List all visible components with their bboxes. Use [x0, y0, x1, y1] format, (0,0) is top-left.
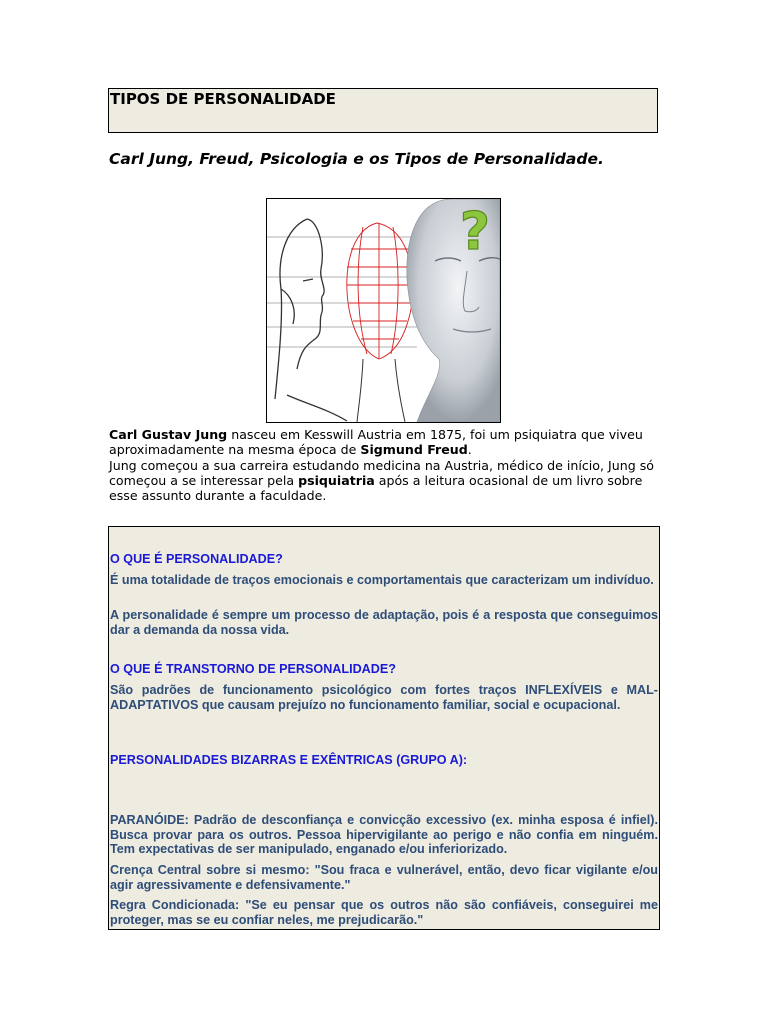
heading-transtorno: O QUE É TRANSTORNO DE PERSONALIDADE?: [110, 662, 396, 676]
bio-paragraph-2: Jung começou a sua carreira estudando medicina na Austria, médico de início, Jung só começou a se interessar pela psiquiatria após a leitura ocasional de um livro sobre esse assunto durante a faculdade.: [109, 458, 654, 503]
paragraph-paranoide: PARANÓIDE: Padrão de desconfiança e convicção excessivo (ex. minha esposa é infiel). Busca provar para os outros. Pessoa hipervigilante ao perigo e não confia em ninguém. Tem expectativas de ser manipulado, enganado e/ou inferiorizado.: [110, 813, 658, 857]
bio-section: [109, 427, 659, 504]
heading-personalidade: O QUE É PERSONALIDADE?: [110, 552, 283, 566]
bio-psiquiatria: psiquiatria: [298, 473, 375, 488]
regra-label: Regra Condicionada:: [110, 898, 240, 912]
question-mark-icon: ?: [459, 202, 491, 262]
paragraph-regra: Regra Condicionada: "Se eu pensar que os outros não são confiáveis, conseguirei me proteger, mas se eu confiar neles, me prejudicarão.": [110, 898, 658, 927]
mesh-head: [347, 223, 413, 359]
subtitle: Carl Jung, Freud, Psicologia e os Tipos de Personalidade.: [109, 150, 604, 168]
crenca-label: Crença Central sobre si mesmo: [110, 863, 306, 877]
paragraph-definicao: É uma totalidade de traços emocionais e comportamentais que caracterizam um indivíduo.: [110, 573, 654, 587]
paragraph-transtorno: São padrões de funcionamento psicológico com fortes traços INFLEXÍVEIS e MAL-ADAPTATIVOS que causam prejuízo no funcionamento familiar, social e ocupacional.: [110, 683, 658, 712]
paragraph-crenca: Crença Central sobre si mesmo: "Sou fraca e vulnerável, então, devo ficar vigilante e/ou agir agressivamente e defensivamente.": [110, 863, 658, 892]
info-box: [108, 526, 660, 930]
page-title: TIPOS DE PERSONALIDADE: [110, 90, 336, 108]
paragraph-adaptacao: A personalidade é sempre um processo de adaptação, pois é a resposta que conseguimos dar a demanda da nossa vida.: [110, 608, 658, 637]
title-box: [108, 88, 658, 133]
bio-freud: Sigmund Freud: [360, 442, 468, 457]
faces-illustration: [267, 199, 500, 422]
personality-illustration: [266, 198, 501, 423]
bio-paragraph-1: Carl Gustav Jung nasceu em Kesswill Austria em 1875, foi um psiquiatra que viveu aproximadamente na mesma época de Sigmund Freud.: [109, 427, 643, 457]
paranoide-label: PARANÓIDE:: [110, 813, 189, 827]
sketch-profile: [275, 219, 347, 421]
heading-grupo-a: PERSONALIDADES BIZARRAS E EXÊNTRICAS (GRUPO A):: [110, 753, 468, 767]
bio-name: Carl Gustav Jung: [109, 427, 228, 442]
